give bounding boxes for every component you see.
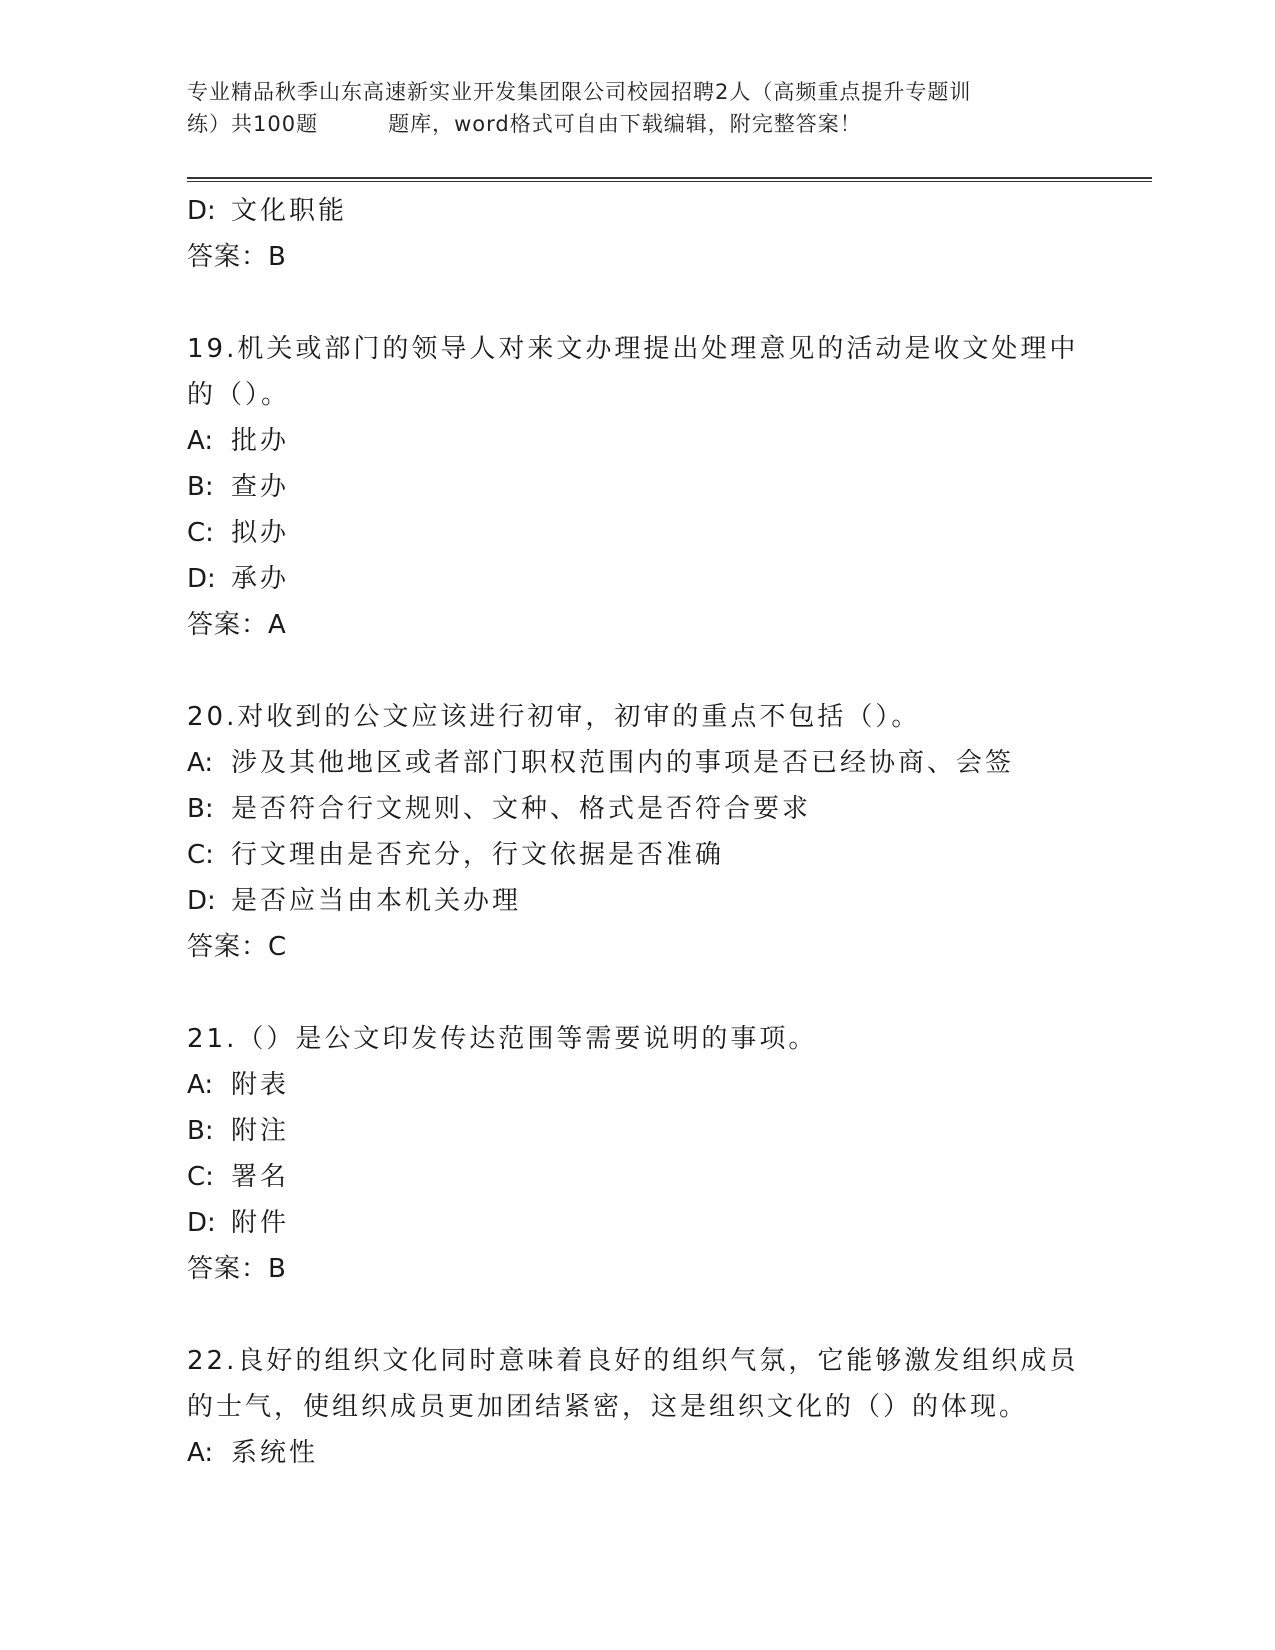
header-line-2 (187, 108, 1087, 140)
option-key: C: (187, 1162, 214, 1192)
option-key: D: (187, 196, 216, 226)
option-text: 附表 (231, 1070, 290, 1100)
option-a (187, 1062, 1087, 1108)
question-stem: 19.机关或部门的领导人对来文办理提出处理意见的活动是收文处理中 (187, 334, 1079, 364)
answer: 答案：B (187, 242, 287, 272)
option-text: 拟办 (231, 518, 290, 548)
option-key: D: (187, 886, 216, 916)
option-text: 查办 (231, 472, 290, 502)
option-a (187, 418, 1087, 464)
option-key: A: (187, 426, 214, 456)
option-key: B: (187, 1116, 214, 1146)
option-text: 署名 (231, 1162, 290, 1192)
option-key: D: (187, 564, 216, 594)
option-text: 附注 (231, 1116, 290, 1146)
option-b (187, 464, 1087, 510)
option-c (187, 1154, 1087, 1200)
option-a (187, 1430, 1087, 1476)
question-stem-continued: 的（）。 (187, 380, 291, 410)
question-20 (187, 694, 1087, 970)
option-key: B: (187, 472, 214, 502)
option-d (187, 1200, 1087, 1246)
question-stem: 21.（）是公文印发传达范围等需要说明的事项。 (187, 1024, 818, 1054)
question-stem: 22.良好的组织文化同时意味着良好的组织气氛，它能够激发组织成员 (187, 1346, 1079, 1376)
option-key: D: (187, 1208, 216, 1238)
option-text: 批办 (231, 426, 290, 456)
option-key: A: (187, 1438, 214, 1468)
option-key: C: (187, 518, 214, 548)
header-line-2-part-b: 题库，word格式可自由下载编辑，附完整答案！ (388, 112, 862, 136)
answer: 答案：B (187, 1254, 287, 1284)
option-text: 是否应当由本机关办理 (231, 886, 522, 916)
header-line-1: 专业精品秋季山东高速新实业开发集团限公司校园招聘2人（高频重点提升专题训 (187, 80, 972, 104)
option-key: B: (187, 794, 214, 824)
option-d (187, 878, 1087, 924)
question-stem-continued: 的士气，使组织成员更加团结紧密，这是组织文化的（）的体现。 (187, 1392, 1029, 1422)
option-text: 承办 (231, 564, 290, 594)
answer: 答案：C (187, 932, 288, 962)
question-21 (187, 1016, 1087, 1292)
option-text: 涉及其他地区或者部门职权范围内的事项是否已经协商、会签 (231, 748, 1015, 778)
option-b (187, 786, 1087, 832)
option-key: C: (187, 840, 214, 870)
option-text: 是否符合行文规则、文种、格式是否符合要求 (231, 794, 812, 824)
page-header (187, 76, 1087, 140)
option-text: 系统性 (231, 1438, 319, 1468)
option-text: 文化职能 (231, 196, 348, 226)
option-b (187, 1108, 1087, 1154)
option-c (187, 510, 1087, 556)
option-text: 附件 (231, 1208, 290, 1238)
option-key: A: (187, 748, 214, 778)
option-d (187, 188, 1087, 234)
option-text: 行文理由是否充分，行文依据是否准确 (231, 840, 725, 870)
question-19 (187, 326, 1087, 648)
option-c (187, 832, 1087, 878)
question-list (187, 188, 1087, 1476)
question-stem: 20.对收到的公文应该进行初审，初审的重点不包括（）。 (187, 702, 921, 732)
question-22 (187, 1338, 1087, 1476)
answer: 答案：A (187, 610, 287, 640)
header-line-2-part-a: 练）共100题 (187, 112, 319, 136)
option-key: A: (187, 1070, 214, 1100)
option-a (187, 740, 1087, 786)
header-rule-thick (187, 177, 1152, 179)
option-d (187, 556, 1087, 602)
header-rule-thin (187, 181, 1152, 182)
